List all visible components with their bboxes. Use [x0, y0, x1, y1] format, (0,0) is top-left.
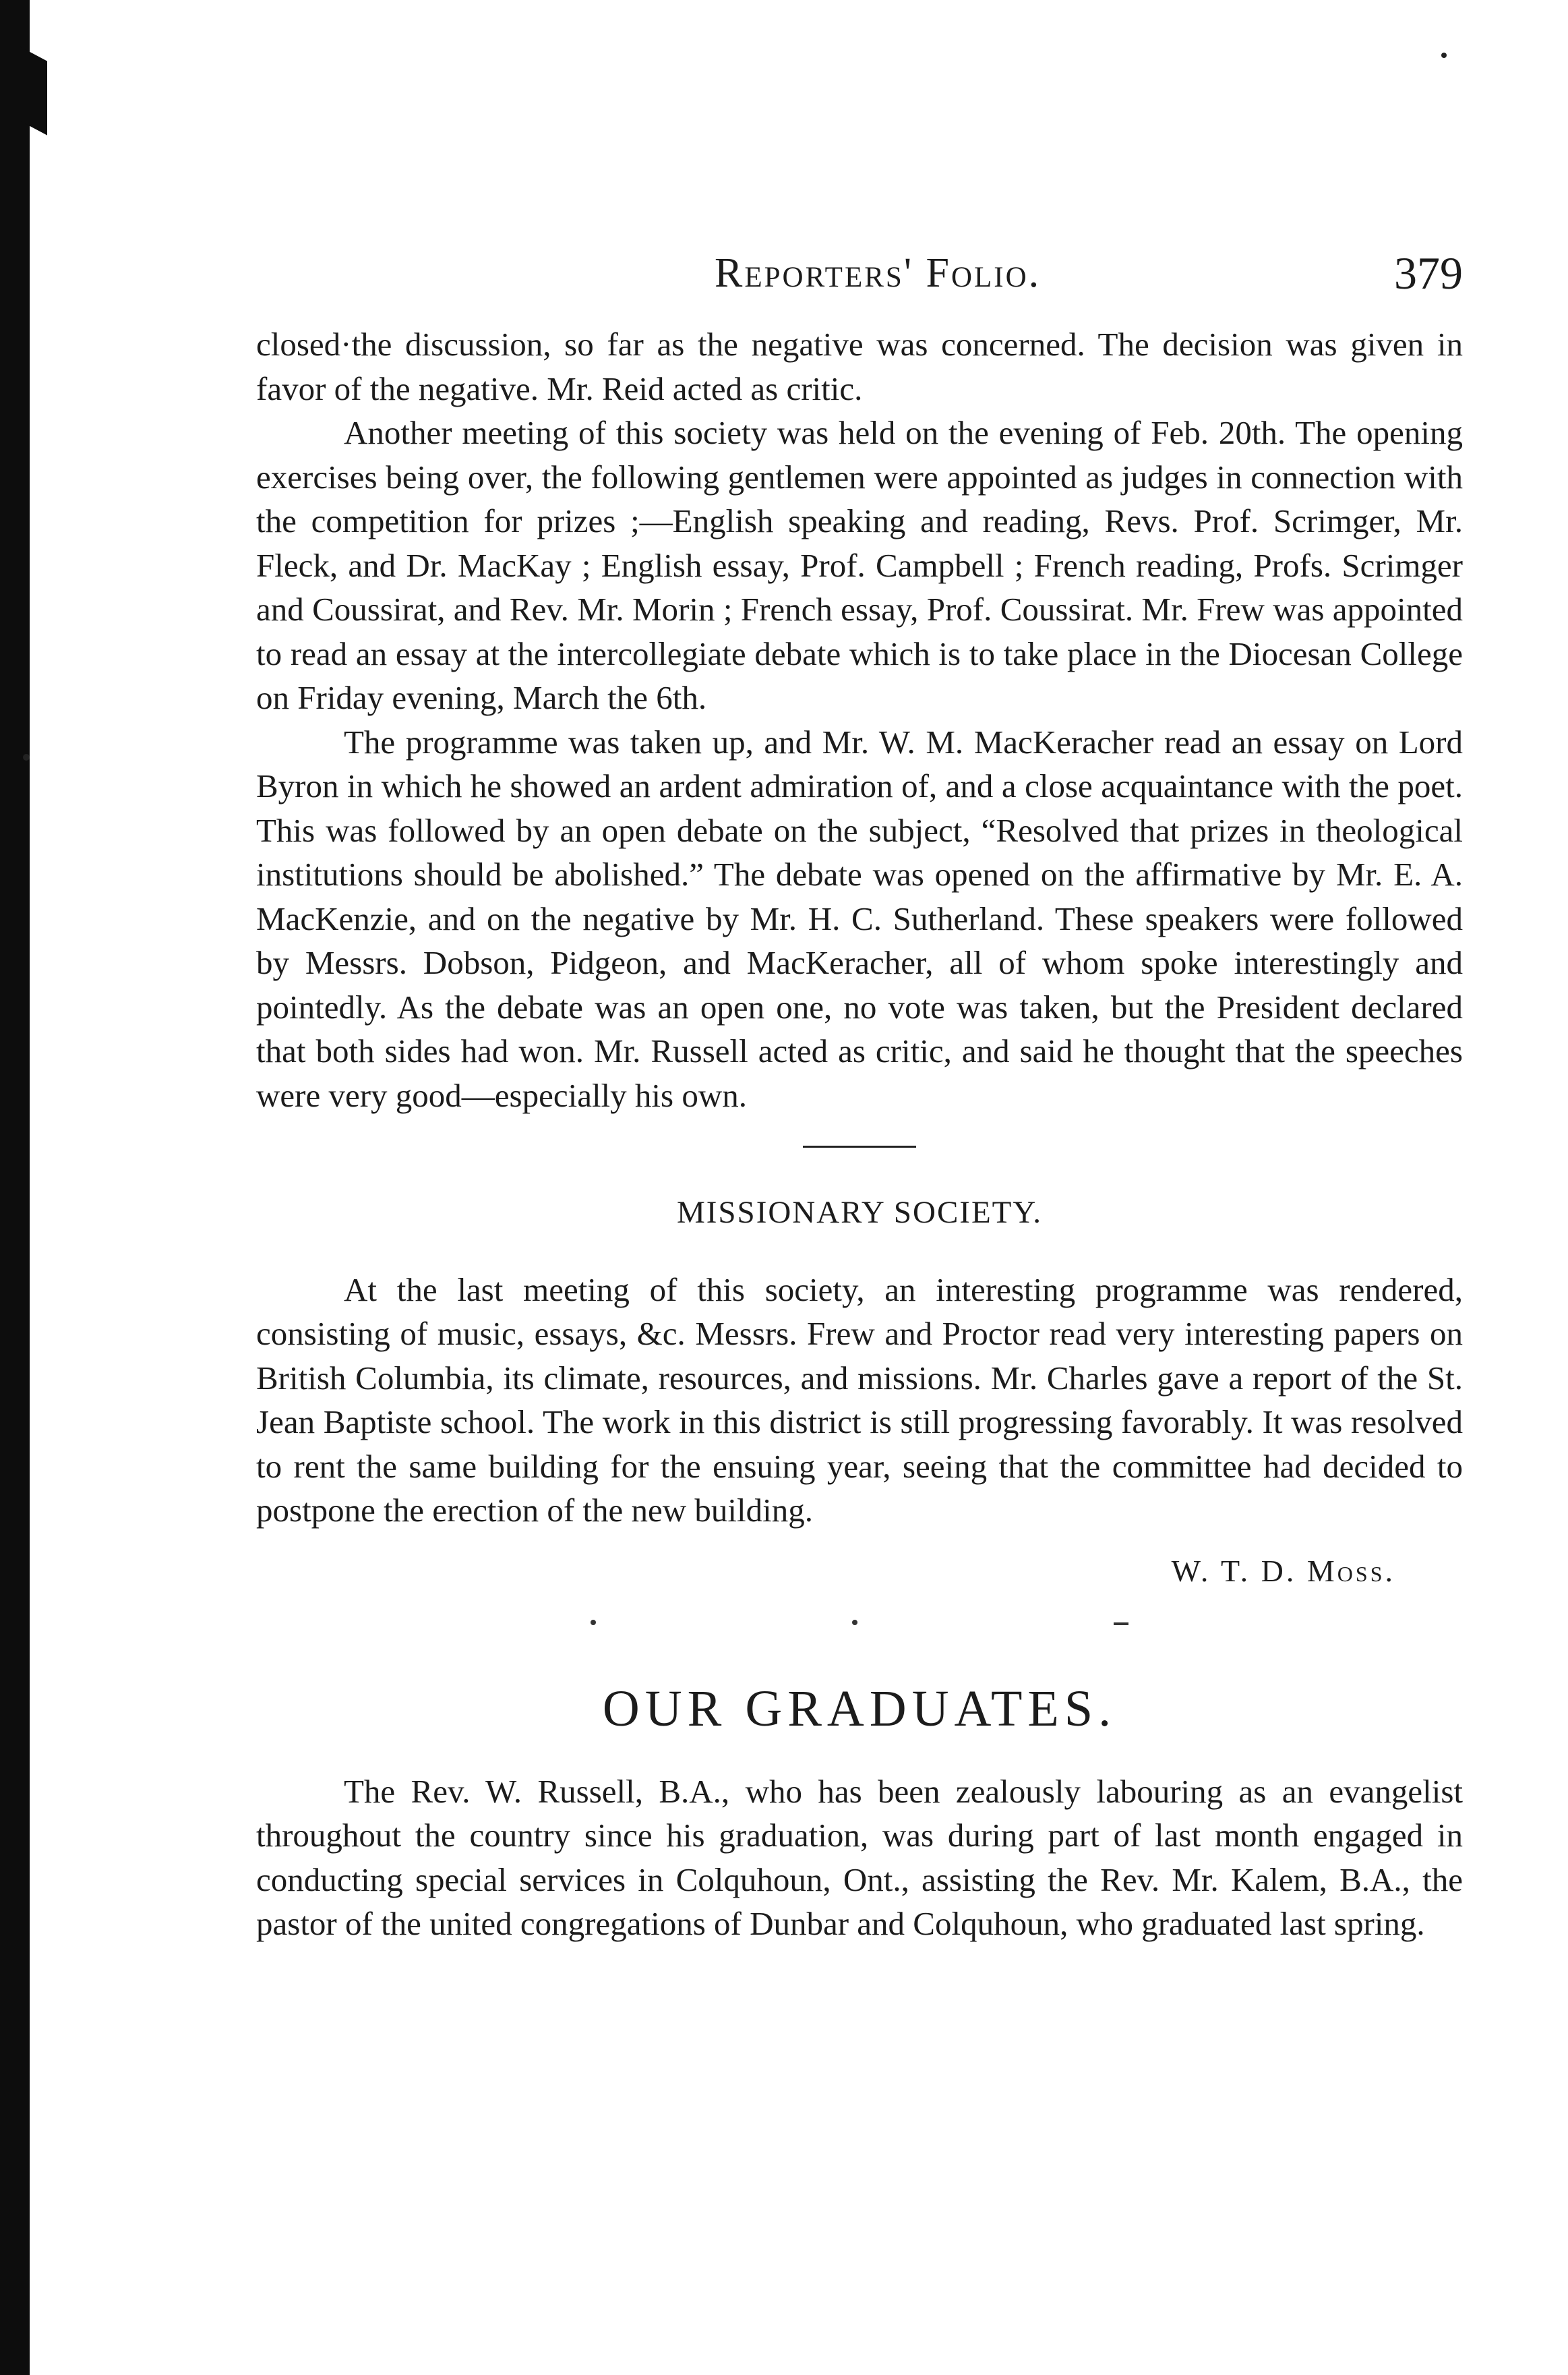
- debate-paragraph-2: Another meeting of this society was held on the evening of Feb. 20th. The opening exercises being over, the following gentlemen were appointed as judges in connection with the competition for prizes ;—English speaking and reading, Revs. Prof. Scrimger, Mr. Fleck, and Dr. MacKay ; English essay, Prof. Campbell ; French reading, Profs. Scrimger and Coussirat, and Rev. Mr. Morin ; French essay, Prof. Coussirat. Mr. Frew was appointed to read an essay at the intercollegiate debate which is to take place in the Diocesan College on Friday evening, March the 6th.: [256, 414, 1463, 716]
- ornament-dash: [1114, 1622, 1128, 1625]
- page-body: [256, 322, 1463, 1946]
- ornament-dot: [591, 1620, 596, 1625]
- scan-speck: [1441, 53, 1447, 58]
- missionary-paragraph: At the last meeting of this society, an interesting programme was rendered, consisting of music, essays, &c. Messrs. Frew and Proctor read very interesting papers on British Columbia, its climate, resources, and missions. Mr. Charles gave a report of the St. Jean Baptiste school. The work in this district is still progressing favorably. It was resolved to rent the same building for the ensuing year, seeing that the committee had decided to postpone the erection of the new building.: [256, 1270, 1463, 1529]
- page-number: 379: [1394, 247, 1463, 299]
- ornament-dots: [256, 1620, 1463, 1633]
- section-divider: [803, 1146, 916, 1148]
- running-title: Reporters' Folio.: [715, 250, 1042, 296]
- author-signature: W. T. D. Moss.: [1171, 1553, 1395, 1588]
- ornament-dot: [852, 1620, 857, 1625]
- scan-speck: [23, 754, 30, 761]
- scan-binding-edge: [0, 0, 30, 2375]
- page-header: [256, 243, 1463, 310]
- our-graduates-heading: OUR GRADUATES.: [602, 1680, 1117, 1737]
- graduates-paragraph: The Rev. W. Russell, B.A., who has been zealously labouring as an evangelist throughout the country since his graduation, was during part of last month engaged in conducting special services in Colquhoun, Ont., assisting the Rev. Mr. Kalem, B.A., the pastor of the united congregations of Dunbar and Colquhoun, who graduated last spring.: [256, 1772, 1463, 1942]
- debate-paragraph-3: The programme was taken up, and Mr. W. M. MacKeracher read an essay on Lord Byron in which he showed an ardent admiration of, and a close acquaintance with the poet. This was followed by an open debate on the subject, “Resolved that prizes in theological institutions should be abolished.” The debate was opened on the affirmative by Mr. E. A. MacKenzie, and on the negative by Mr. H. C. Sutherland. These speakers were followed by Messrs. Dobson, Pidgeon, and MacKeracher, all of whom spoke interestingly and pointedly. As the debate was an open one, no vote was taken, but the President declared that both sides had won. Mr. Russell acted as critic, and said he thought that the speeches were very good—especially his own.: [256, 723, 1463, 1114]
- scan-binding-notch: [20, 47, 47, 135]
- missionary-society-heading: MISSIONARY SOCIETY.: [676, 1195, 1043, 1230]
- debate-paragraph-1: closed·the discussion, so far as the negative was concerned. The decision was given in favor of the negative. Mr. Reid acted as critic.: [256, 326, 1463, 407]
